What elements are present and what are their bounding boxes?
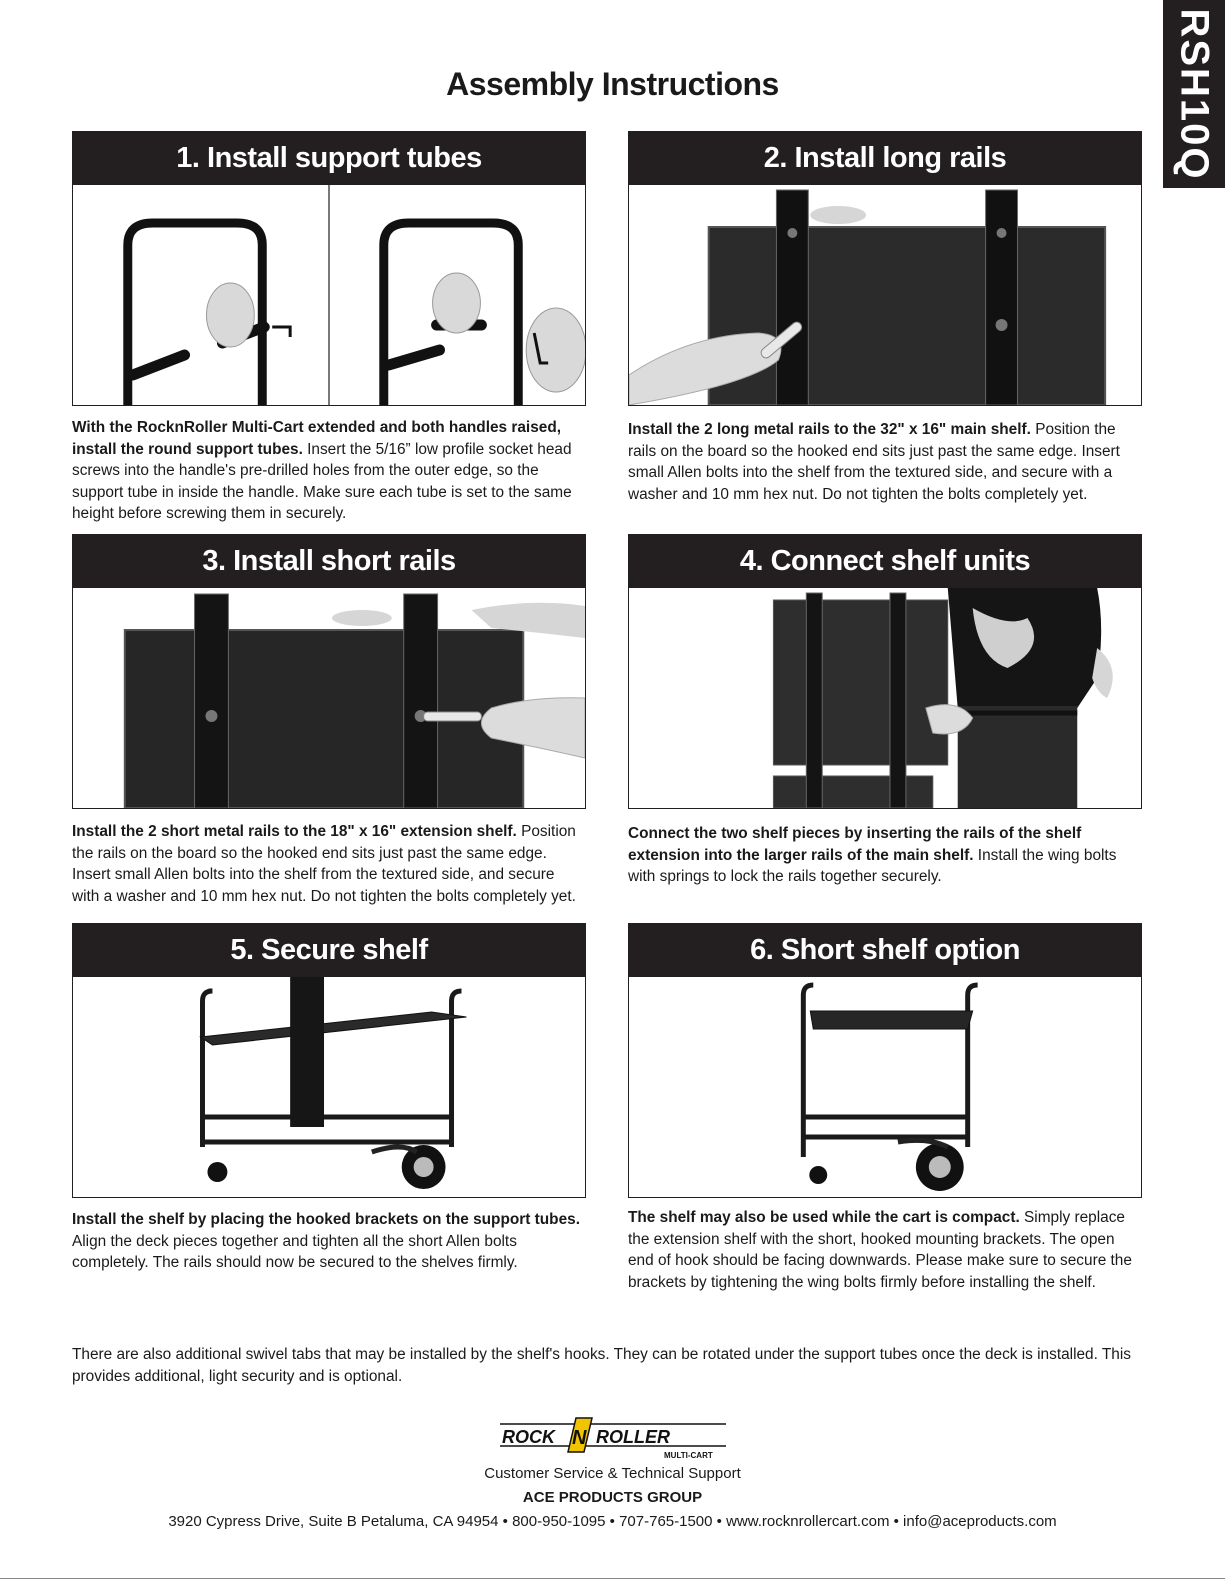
connect-shelf-illustration [629,588,1141,808]
additional-note: There are also additional swivel tabs that may be installed by the shelf's hooks. They can be rotated under the support tubes once the deck is installed. This provides additional, light security and is optional. [72,1346,1131,1385]
step-2-lead: Install the 2 long metal rails to the 32" x 16" main shelf. [628,421,1031,438]
step-5-lead: Install the shelf by placing the hooked brackets on the support tubes. [72,1211,580,1228]
step-4-photo [628,588,1142,809]
step-1-heading: 1. Install support tubes [72,131,586,185]
svg-text:N: N [572,1427,587,1449]
company-name: ACE PRODUCTS GROUP [522,1489,703,1506]
model-number: RSH10Q [1172,7,1217,181]
step-1-description [72,417,586,525]
step-3 [72,534,586,907]
step-3-photo [72,588,586,809]
step-3-description [72,821,586,907]
logo-mark [500,1416,726,1460]
short-rails-illustration [73,588,585,808]
support-tube-illustration [73,185,585,405]
step-1-body: Insert the 5/16” low profile socket head screws into the handle's pre-drilled holes from the outer edge, so the support tube in inside the handle. Make sure each tube is set to the same height before screwing them in securely. [72,440,572,522]
svg-text:ROCK: ROCK [502,1427,555,1447]
bottom-rule [0,1578,1225,1579]
step-4 [628,534,1142,888]
step-4-body: Install the wing bolts with springs to lock the rails together securely. [628,846,1117,885]
rocknroller-logo [500,1416,726,1460]
step-6-lead: The shelf may also be used while the cart is compact. [628,1209,1020,1226]
short-shelf-illustration [629,977,1141,1197]
step-1-lead: With the RocknRoller Multi-Cart extended and both handles raised, install the round support tubes. [72,419,561,458]
step-6-description [628,1207,1142,1293]
step-6 [628,923,1142,1293]
step-2-heading: 2. Install long rails [628,131,1142,185]
step-4-heading: 4. Connect shelf units [628,534,1142,588]
step-4-description [628,823,1142,888]
step-2-photo [628,185,1142,406]
step-4-lead: Connect the two shelf pieces by inserting the rails of the shelf extension into the larger rails of the main shelf. [628,825,1082,864]
step-1 [72,131,586,525]
step-3-heading: 3. Install short rails [72,534,586,588]
step-5-description [72,1209,586,1274]
step-5-body: Align the deck pieces together and tighten all the short Allen bolts completely. The rails should now be secured to the shelves firmly. [72,1232,518,1271]
step-6-body: Simply replace the extension shelf with the short, hooked mounting brackets. The open end of hook should be facing downwards. Please make sure to secure the brackets by tightening the wing bolts firmly before installing the shelf. [628,1209,1132,1291]
step-2 [628,131,1142,505]
step-6-photo [628,977,1142,1198]
secure-shelf-illustration [73,977,585,1197]
customer-service-line: Customer Service & Technical Support [484,1465,741,1482]
long-rails-illustration [629,185,1141,405]
step-3-lead: Install the 2 short metal rails to the 18" x 16" extension shelf. [72,823,517,840]
step-5-photo [72,977,586,1198]
step-2-body: Position the rails on the board so the hooked end sits just past the same edge. Insert small Allen bolts into the shelf from the textured side, and secure with a washer and 10 mm hex nut. Do not tighten the bolts completely yet. [628,421,1120,503]
svg-text:MULTI-CART: MULTI-CART [664,1451,713,1460]
contact-info: 3920 Cypress Drive, Suite B Petaluma, CA 94954 • 800-950-1095 • 707-765-1500 • www.rocknrollercart.com • info@aceproducts.com [168,1513,1057,1530]
step-6-heading: 6. Short shelf option [628,923,1142,977]
step-3-body: Position the rails on the board so the hooked end sits just past the same edge. Insert small Allen bolts into the shelf from the textured side, and secure with a washer and 10 mm hex nut. Do not tighten the bolts completely yet. [72,823,576,905]
page-title: Assembly Instructions [446,66,779,102]
step-5-heading: 5. Secure shelf [72,923,586,977]
svg-text:ROLLER: ROLLER [596,1427,670,1447]
step-1-photo [72,185,586,406]
step-2-description [628,419,1142,505]
step-5 [72,923,586,1274]
